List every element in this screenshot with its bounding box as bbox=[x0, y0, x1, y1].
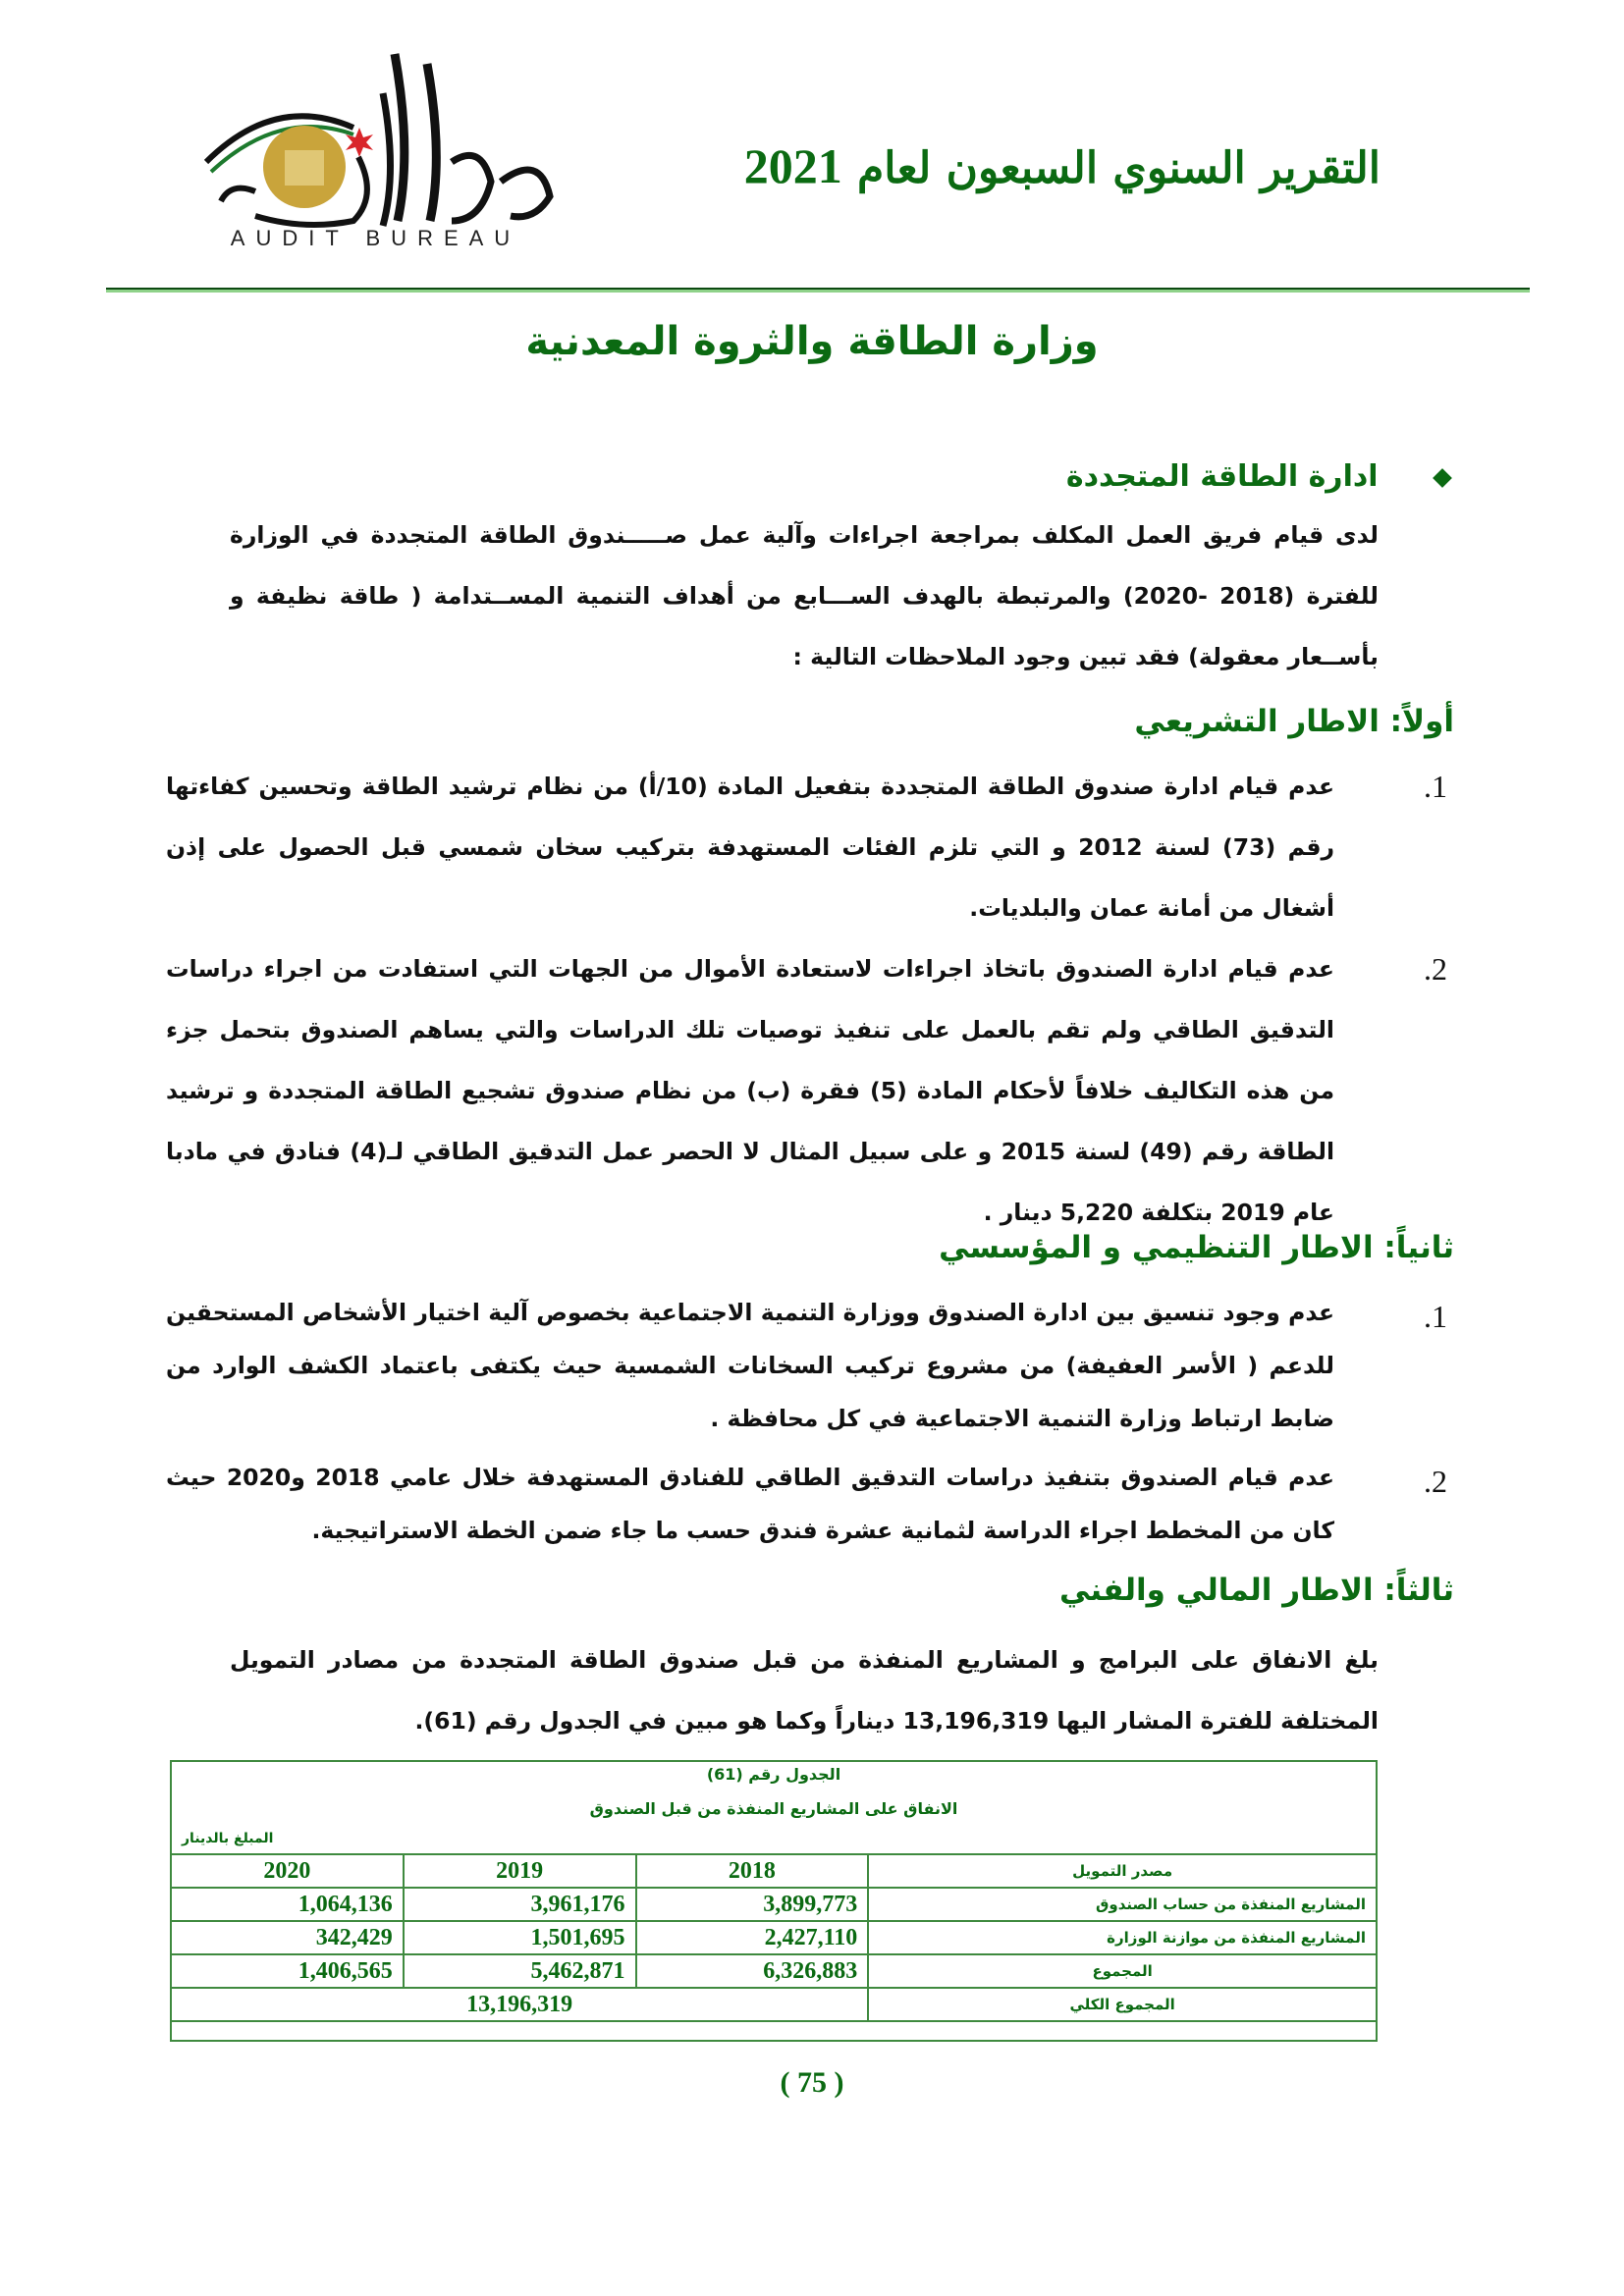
section-intro: لدى قيام فريق العمل المكلف بمراجعة اجراءات وآلية عمل صـــــندوق الطاقة المتجددة في الوزارة للفترة (2018 -2020) والمرتبطة بالهدف الســـابع من أهداف التنمية المســتدامة ( طاقة نظيفة و بأســعار معقولة) فقد تبين وجود الملاحظات التالية : bbox=[230, 521, 1380, 670]
item-index: 1. bbox=[1424, 769, 1447, 804]
ministry-title: وزارة الطاقة والثروة المعدنية bbox=[525, 319, 1099, 364]
section-heading bbox=[1066, 459, 1449, 494]
cell-label: المجموع bbox=[868, 1954, 1377, 1988]
organizational-item-1 bbox=[166, 1286, 1447, 1445]
cell-label: المشاريع المنفذة من موازنة الوزارة bbox=[868, 1921, 1377, 1954]
cell-2018: 2,427,110 bbox=[636, 1921, 869, 1954]
item-text: عدم وجود تنسيق بين ادارة الصندوق ووزارة التنمية الاجتماعية بخصوص آلية اختيار الأشخاص المستحقين للدعم ( الأسر العفيفة) من مشروع تركيب السخانات الشمسية حيث يكتفى باعتماد الكشف الوارد من ضابط ارتباط وزارة التنمية الاجتماعية في كل محافظة . bbox=[166, 1299, 1334, 1432]
table-row bbox=[171, 1954, 1377, 1988]
organizational-item-2 bbox=[166, 1451, 1447, 1557]
cell-label: المشاريع المنفذة من حساب الصندوق bbox=[868, 1888, 1377, 1921]
report-year: 2021 bbox=[743, 138, 842, 193]
item-text: عدم قيام الصندوق بتنفيذ دراسات التدقيق الطاقي للفنادق المستهدفة خلال عامي 2018 و2020 حيث كان من المخطط اجراء الدراسة لثمانية عشرة فندق حسب ما جاء ضمن الخطة الاستراتيجية. bbox=[166, 1464, 1335, 1544]
table-grid bbox=[170, 1853, 1378, 2022]
grand-total-label: المجموع الكلي bbox=[868, 1988, 1377, 2021]
item-text: عدم قيام ادارة الصندوق باتخاذ اجراءات لاستعادة الأموال من الجهات التي استفادت من اجراء دراسات التدقيق الطاقي ولم تقم بالعمل على تنفيذ توصيات تلك الدراسات والتي يساهم الصندوق بتحمل جزء من هذه التكاليف خلافاً لأحكام المادة (5) فقرة (ب) من نظام صندوق تشجيع الطاقة المتجددة و ترشيد الطاقة رقم (49) لسنة 2015 و على سبيل المثال لا الحصر عمل التدقيق الطاقي لـ(4) فنادق في مادبا عام 2019 بتكلفة 5,220 دينار . bbox=[166, 955, 1335, 1226]
table-total-row bbox=[171, 1988, 1377, 2021]
logo-caption: AUDIT BUREAU bbox=[230, 226, 521, 250]
cell-2019: 1,501,695 bbox=[404, 1921, 636, 1954]
legislative-heading: أولاً: الاطار التشريعي bbox=[1134, 704, 1454, 739]
expenditure-table bbox=[170, 1760, 1378, 2042]
table-row bbox=[171, 1921, 1377, 1954]
organizational-heading: ثانياً: الاطار التنظيمي و المؤسسي bbox=[939, 1230, 1454, 1265]
header-2018: 2018 bbox=[636, 1854, 869, 1888]
cell-2018: 3,899,773 bbox=[636, 1888, 869, 1921]
item-index: 1. bbox=[1424, 1299, 1447, 1334]
table-subtitle: الانفاق على المشاريع المنفذة من قبل الصندوق bbox=[589, 1799, 958, 1818]
cell-2019: 3,961,176 bbox=[404, 1888, 636, 1921]
grand-total-value: 13,196,319 bbox=[171, 1988, 868, 2021]
report-title bbox=[744, 137, 1380, 194]
page-number: ( 75 ) bbox=[780, 2066, 844, 2099]
header-2019: 2019 bbox=[404, 1854, 636, 1888]
cell-2018: 6,326,883 bbox=[636, 1954, 869, 1988]
table-row bbox=[171, 1888, 1377, 1921]
header-divider bbox=[106, 288, 1530, 294]
table-header-row bbox=[171, 1854, 1377, 1888]
financial-heading: ثالثاً: الاطار المالي والفني bbox=[1059, 1573, 1454, 1608]
header-2020: 2020 bbox=[171, 1854, 404, 1888]
section-heading-text: ادارة الطاقة المتجددة bbox=[1065, 459, 1379, 494]
legislative-item-1 bbox=[166, 756, 1447, 938]
item-index: 2. bbox=[1424, 951, 1447, 987]
cell-2020: 1,064,136 bbox=[171, 1888, 404, 1921]
item-text: عدم قيام ادارة صندوق الطاقة المتجددة بتفعيل المادة (10/أ) من نظام ترشيد الطاقة وتحسين كفاءتها رقم (73) لسنة 2012 و التي تلزم الفئات المستهدفة بتركيب سخان شمسي قبل الحصول على إذن أشغال من أمانة عمان والبلديات. bbox=[166, 773, 1335, 922]
legislative-item-2 bbox=[166, 938, 1447, 1243]
cell-2020: 1,406,565 bbox=[171, 1954, 404, 1988]
item-index: 2. bbox=[1424, 1464, 1447, 1499]
diamond-bullet-icon bbox=[1433, 468, 1452, 488]
logo-graphic-icon bbox=[187, 34, 560, 255]
report-title-text: التقرير السنوي السبعون لعام bbox=[857, 143, 1380, 193]
table-title: الجدول رقم (61) bbox=[706, 1765, 841, 1784]
cell-2019: 5,462,871 bbox=[404, 1954, 636, 1988]
table-unit: المبلغ بالدينار bbox=[182, 1831, 274, 1846]
audit-bureau-logo bbox=[187, 34, 560, 255]
financial-text: بلغ الانفاق على البرامج و المشاريع المنفذة من قبل صندوق الطاقة المتجددة من مصادر التمويل المختلفة للفترة المشار اليها 13,196,319 ديناراً وكما هو مبين في الجدول رقم (61). bbox=[230, 1646, 1379, 1735]
cell-2020: 342,429 bbox=[171, 1921, 404, 1954]
header-source: مصدر التمويل bbox=[868, 1854, 1377, 1888]
